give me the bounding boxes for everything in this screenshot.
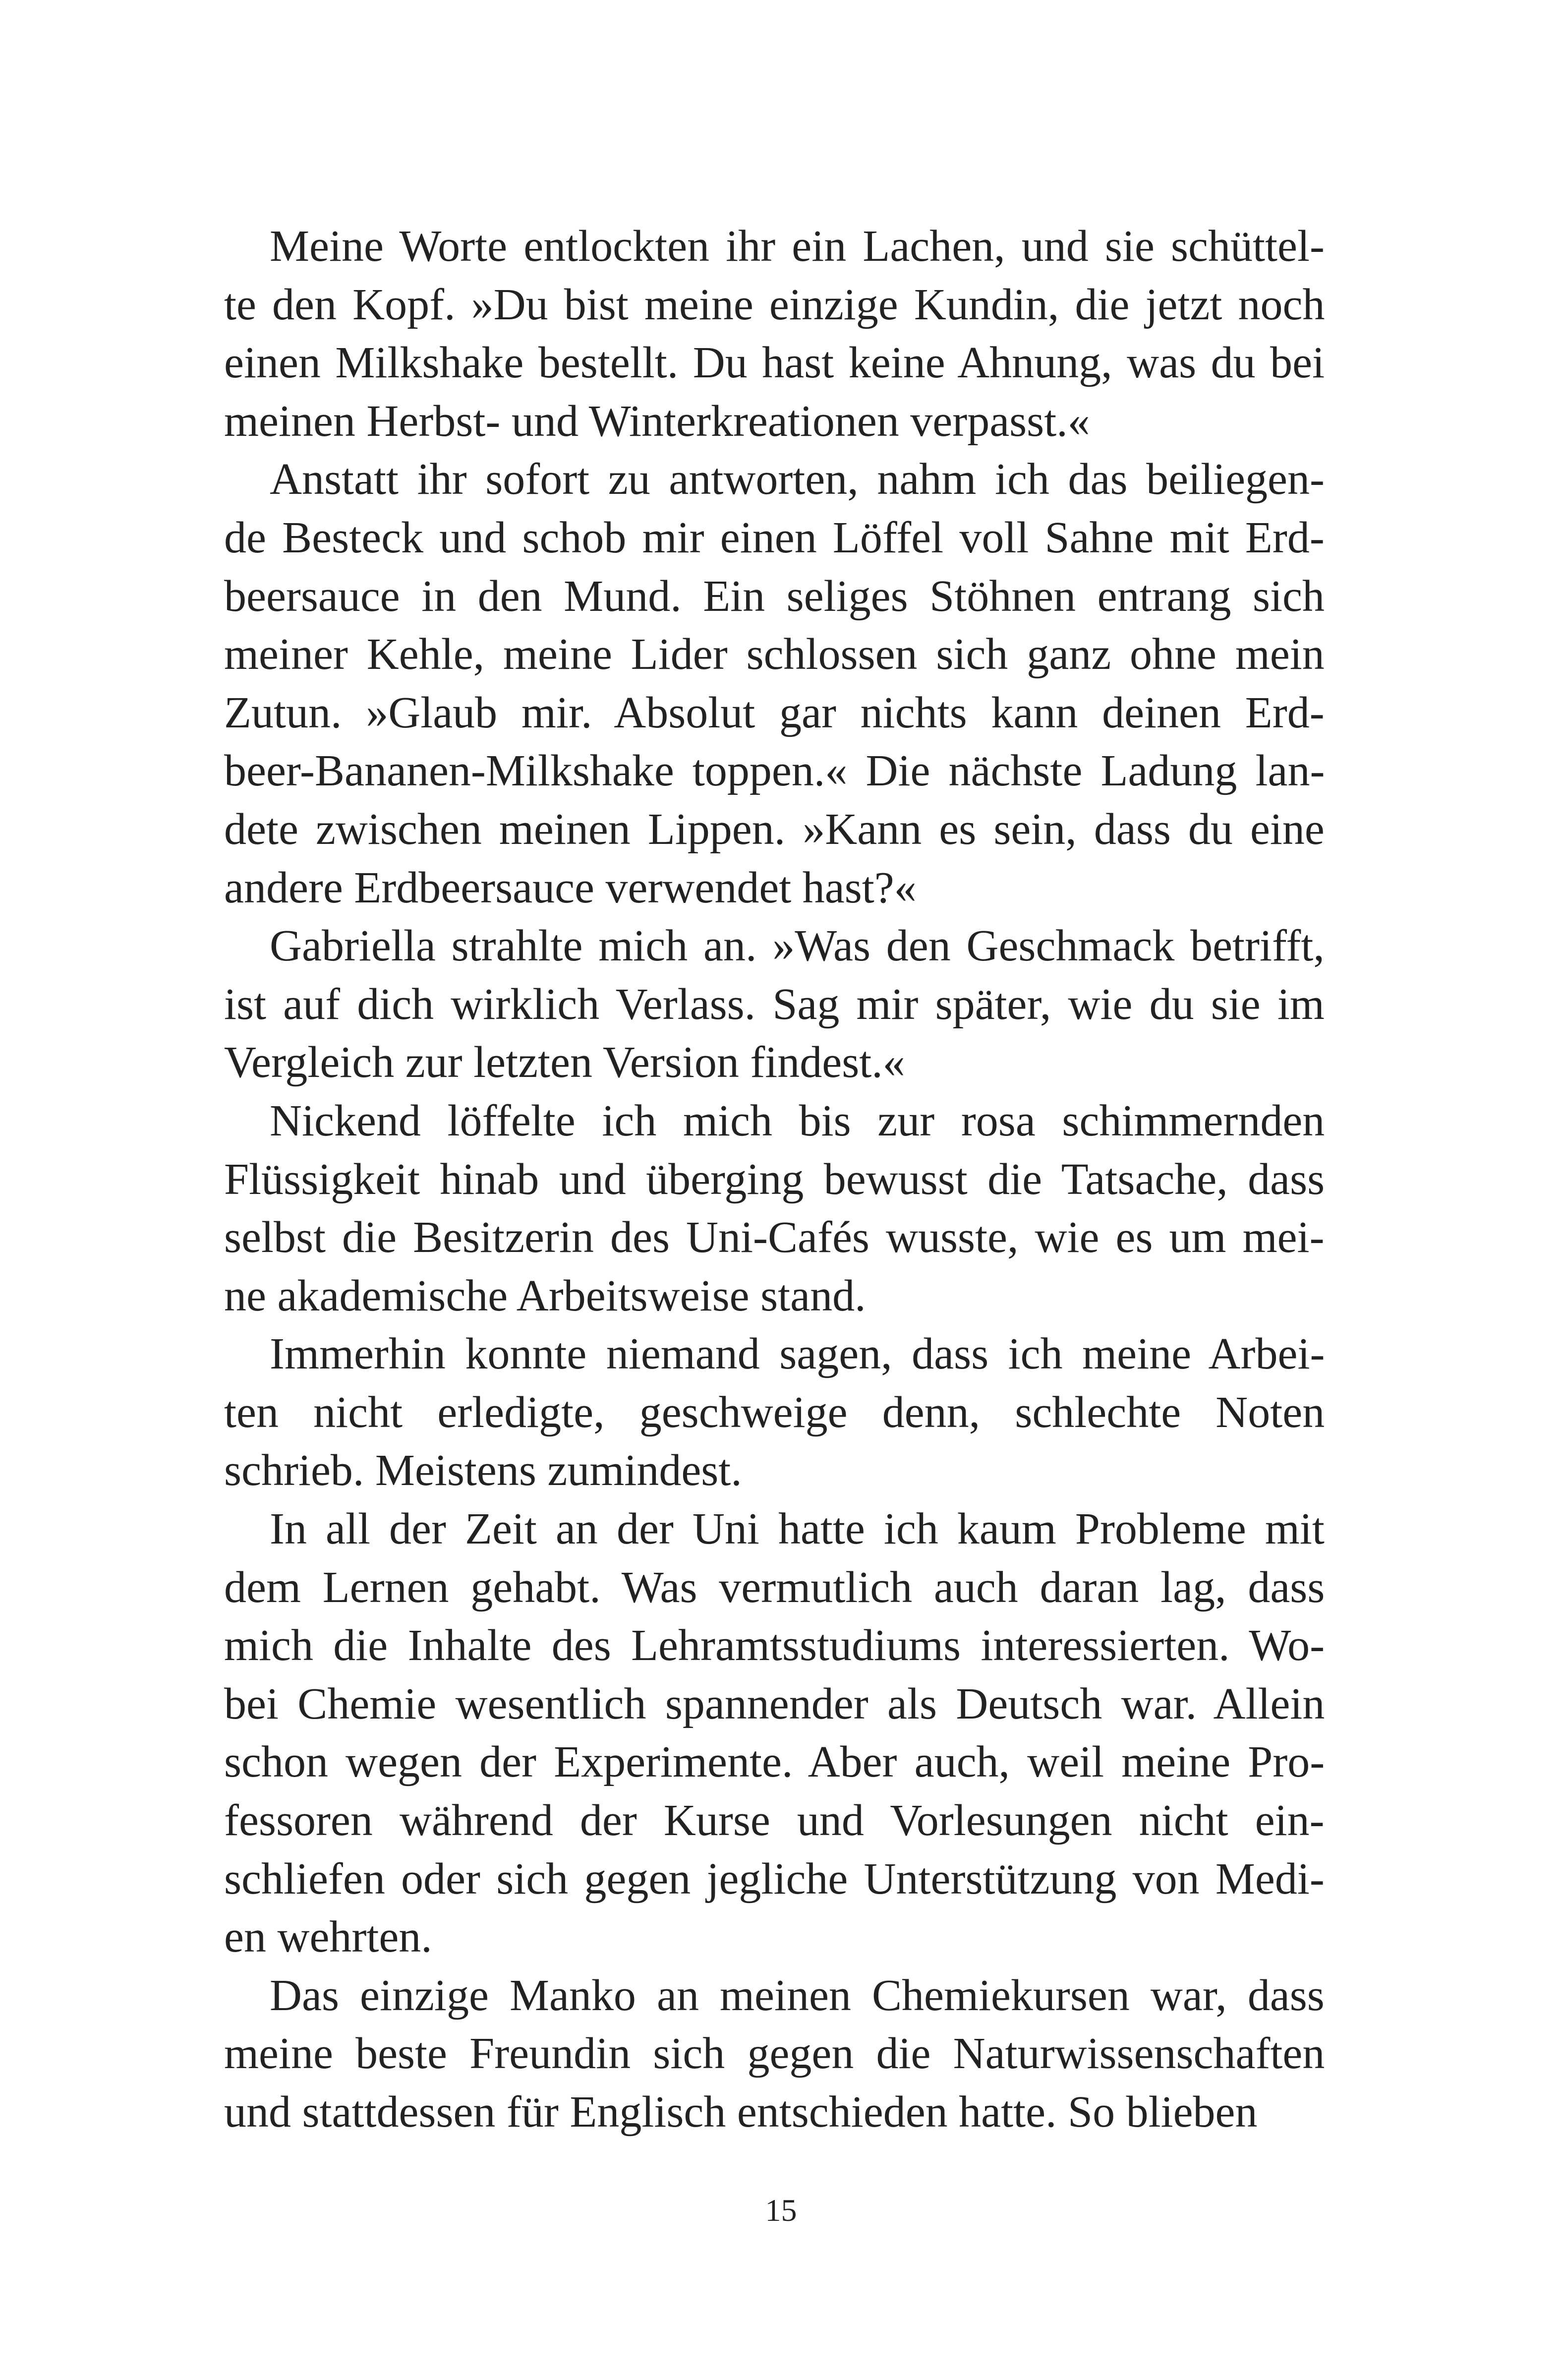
text-line: dete zwischen meinen Lippen. »Kann es sein, dass du eine [224,804,1325,854]
text-line: In all der Zeit an der Uni hatte ich kaum Probleme mit [270,1504,1325,1554]
text-line: mich die Inhalte des Lehramtsstudiums interessierten. Wo- [224,1621,1325,1670]
text-line: einen Milkshake bestellt. Du hast keine Ahnung, was du bei [224,338,1325,388]
text-line: Flüssigkeit hinab und überging bewusst die Tatsache, dass [224,1154,1325,1204]
page-number: 15 [765,2193,797,2228]
text-line: bei Chemie wesentlich spannender als Deutsch war. Allein [224,1679,1325,1728]
text-line: en wehrten. [224,1912,432,1962]
text-line: dem Lernen gehabt. Was vermutlich auch daran lag, dass [224,1562,1325,1612]
text-line: schliefen oder sich gegen jegliche Unterstützung von Medi- [224,1854,1325,1904]
text-line: Gabriella strahlte mich an. »Was den Geschmack betrifft, [270,921,1325,971]
text-line: meiner Kehle, meine Lider schlossen sich ganz ohne mein [224,630,1325,679]
text-line: Das einzige Manko an meinen Chemiekursen war, dass [270,1970,1325,2020]
paragraph-6 [224,1500,1325,1966]
text-line: andere Erdbeersauce verwendet hast?« [224,863,917,912]
paragraph-4 [224,1092,1325,1325]
paragraph-2 [224,450,1325,917]
text-line: meinen Herbst- und Winterkreationen verpasst.« [224,396,1090,446]
text-line: ne akademische Arbeitsweise stand. [224,1271,866,1320]
text-line: und stattdessen für Englisch entschieden hatte. So blieben [224,2087,1258,2137]
text-line: schrieb. Meistens zumindest. [224,1446,742,1495]
text-line: selbst die Besitzerin des Uni-Cafés wusste, wie es um mei- [224,1213,1325,1262]
paragraph-7 [224,1966,1325,2142]
text-line: beer-Bananen-Milkshake toppen.« Die nächste Ladung lan- [224,746,1325,796]
text-line: Vergleich zur letzten Version findest.« [224,1038,905,1087]
text-line: fessoren während der Kurse und Vorlesungen nicht ein- [224,1796,1325,1845]
text-line: ist auf dich wirklich Verlass. Sag mir später, wie du sie im [224,979,1325,1029]
text-line: de Besteck und schob mir einen Löffel voll Sahne mit Erd- [224,513,1325,562]
text-line: Nickend löffelte ich mich bis zur rosa schimmernden [270,1096,1325,1145]
text-line: Zutun. »Glaub mir. Absolut gar nichts kann deinen Erd- [224,688,1325,737]
text-line: te den Kopf. »Du bist meine einzige Kundin, die jetzt noch [224,280,1325,329]
text-line: Anstatt ihr sofort zu antworten, nahm ich das beiliegen- [270,455,1325,504]
text-line: schon wegen der Experimente. Aber auch, weil meine Pro- [224,1737,1325,1787]
paragraph-5 [224,1325,1325,1500]
text-line: Meine Worte entlockten ihr ein Lachen, und sie schüttel- [270,222,1325,271]
paragraph-1 [224,217,1325,450]
body-text [224,217,1325,2142]
paragraph-3 [224,917,1325,1092]
text-line: ten nicht erledigte, geschweige denn, schlechte Noten [224,1387,1325,1437]
text-line: beersauce in den Mund. Ein seliges Stöhnen entrang sich [224,571,1325,621]
text-line: meine beste Freundin sich gegen die Naturwissenschaften [224,2029,1325,2079]
text-line: Immerhin konnte niemand sagen, dass ich meine Arbei- [270,1329,1325,1379]
